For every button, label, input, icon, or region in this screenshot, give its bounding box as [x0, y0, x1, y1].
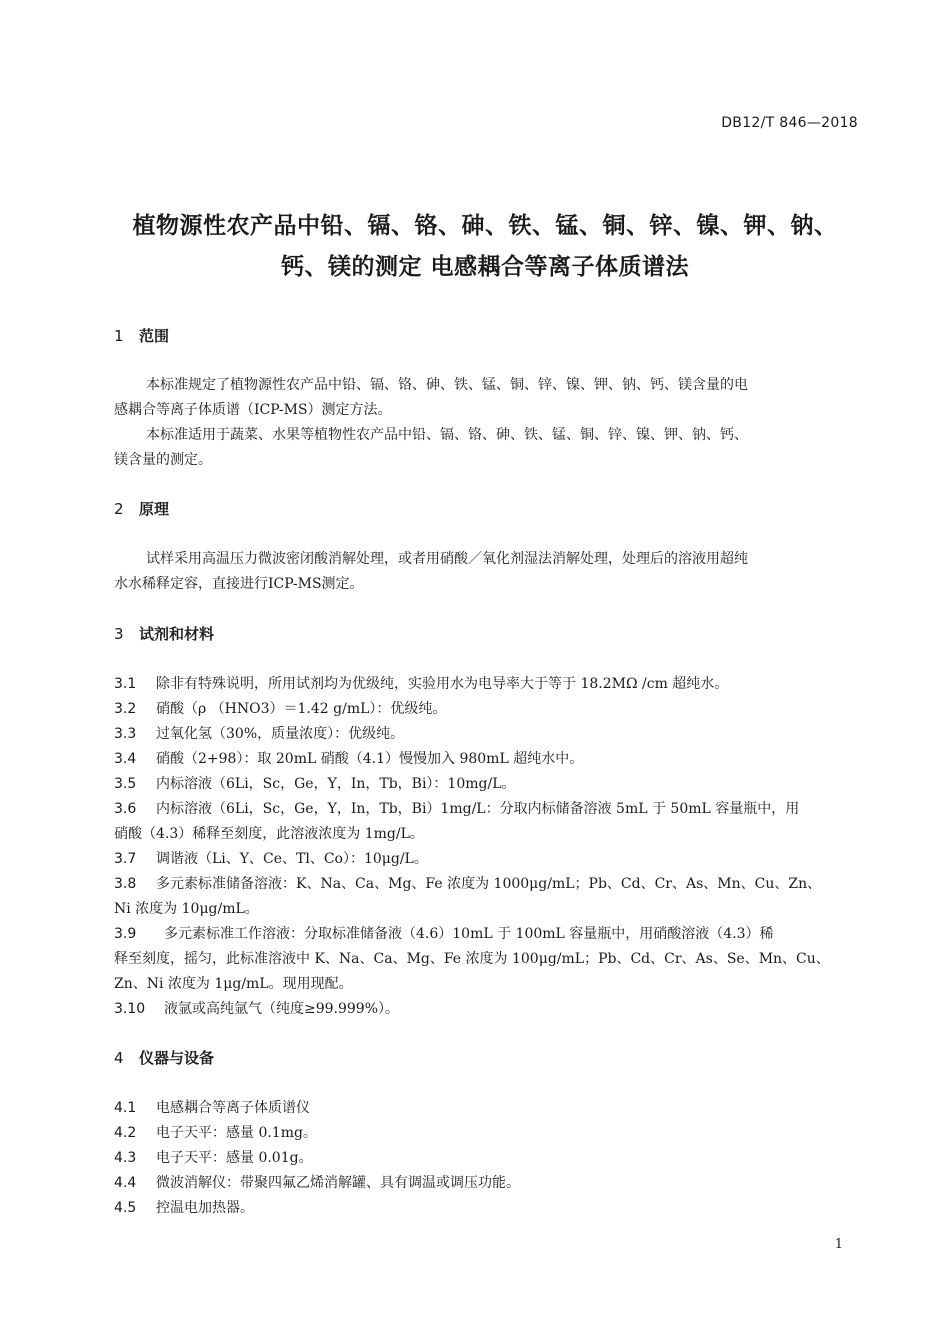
section-number: 2: [114, 500, 124, 518]
paragraph-line: 试样采用高温压力微波密闭酸消解处理，或者用硝酸／氧化剂湿法消解处理，处理后的溶液用超纯: [146, 551, 748, 567]
section-number: 4: [114, 1049, 124, 1067]
page-number: 1: [834, 1237, 843, 1252]
document-title-line-1: 植物源性农产品中铅、镉、铬、砷、铁、锰、铜、锌、镍、钾、钠、: [132, 213, 838, 239]
clause-number: 4.5: [114, 1200, 137, 1216]
section-title: 仪器与设备: [139, 1049, 215, 1067]
clause-3-10: [114, 998, 860, 1018]
clause-text: 液氩或高纯氩气（纯度≥99.999%）。: [164, 1001, 400, 1017]
clause-number: 3.9: [114, 926, 137, 942]
document-code: DB12/T 846—2018: [721, 115, 858, 131]
paragraph-line: 本标准适用于蔬菜、水果等植物性农产品中铅、镉、铬、砷、铁、锰、铜、锌、镍、钾、钠、钙、: [146, 427, 748, 443]
clause-3-5: [114, 773, 860, 793]
section-heading-instruments: [114, 1047, 214, 1068]
clause-number: 4.4: [114, 1175, 137, 1191]
clause-text: 微波消解仪：带聚四氟乙烯消解罐、具有调温或调压功能。: [156, 1175, 520, 1191]
section-heading-reagents: [114, 623, 214, 644]
clause-text: 电子天平：感量 0.01g。: [156, 1150, 313, 1166]
clause-4-3: [114, 1147, 860, 1167]
clause-number: 3.2: [114, 701, 137, 717]
clause-text: 调谐液（Li、Y、Ce、Tl、Co）：10μg/L。: [156, 851, 428, 867]
clause-3-9: [114, 923, 860, 943]
clause-text: 除非有特殊说明，所用试剂均为优级纯，实验用水为电导率大于等于 18.2MΩ /cm 超纯水。: [156, 676, 729, 692]
clause-3-6: [114, 798, 860, 818]
clause-text: 内标溶液（6Li，Sc，Ge，Y，In，Tb，Bi）：10mg/L。: [156, 776, 516, 792]
clause-text: 多元素标准储备溶液：K、Na、Ca、Mg、Fe 浓度为 1000μg/mL；Pb、Cd、Cr、As、Mn、Cu、Zn、: [156, 876, 822, 892]
clause-text: 电子天平：感量 0.1mg。: [156, 1125, 317, 1141]
clause-number: 3.4: [114, 751, 137, 767]
clause-number: 4.2: [114, 1125, 137, 1141]
section-heading-scope: [114, 325, 169, 346]
clause-number: 4.1: [114, 1100, 137, 1116]
section-number: 1: [114, 327, 124, 345]
paragraph-line: 本标准规定了植物源性农产品中铅、镉、铬、砷、铁、锰、铜、锌、镍、钾、钠、钙、镁含量的电: [146, 377, 748, 393]
clause-number: 3.3: [114, 726, 137, 742]
document-title-line-2: 钙、镁的测定 电感耦合等离子体质谱法: [280, 254, 689, 280]
clause-3-1: [114, 673, 860, 693]
clause-text: 硝酸（ρ （HNO3）＝1.42 g/mL）：优级纯。: [156, 701, 447, 717]
clause-3-6-continuation: 硝酸（4.3）稀释至刻度，此溶液浓度为 1mg/L。: [114, 826, 424, 842]
clause-text: 过氧化氢（30%，质量浓度）：优级纯。: [156, 726, 405, 742]
section-title: 试剂和材料: [139, 625, 215, 643]
clause-4-5: [114, 1197, 860, 1217]
clause-text: 多元素标准工作溶液：分取标准储备液（4.6）10mL 于 100mL 容量瓶中，用硝酸溶液（4.3）稀: [164, 926, 774, 942]
clause-number: 3.8: [114, 876, 137, 892]
paragraph-line: 感耦合等离子体质谱（ICP-MS）测定方法。: [114, 402, 392, 418]
clause-number: 3.5: [114, 776, 137, 792]
clause-text: 电感耦合等离子体质谱仪: [156, 1100, 310, 1116]
clause-number: 3.1: [114, 676, 137, 692]
section-heading-principle: [114, 498, 169, 519]
section-title: 原理: [139, 500, 170, 518]
clause-4-1: [114, 1097, 860, 1117]
clause-3-3: [114, 723, 860, 743]
clause-text: 控温电加热器。: [156, 1200, 254, 1216]
section-number: 3: [114, 625, 124, 643]
clause-4-4: [114, 1172, 860, 1192]
clause-3-7: [114, 848, 860, 868]
clause-3-9-continuation: Zn、Ni 浓度为 1μg/mL。现用现配。: [114, 976, 353, 992]
clause-3-9-continuation: 释至刻度，摇匀，此标准溶液中 K、Na、Ca、Mg、Fe 浓度为 100μg/mL；Pb、Cd、Cr、As、Se、Mn、Cu、: [114, 951, 830, 967]
clause-number: 3.6: [114, 801, 137, 817]
clause-number: 3.10: [114, 1001, 146, 1017]
clause-text: 硝酸（2+98）：取 20mL 硝酸（4.1）慢慢加入 980mL 超纯水中。: [156, 751, 584, 767]
clause-number: 3.7: [114, 851, 137, 867]
clause-number: 4.3: [114, 1150, 137, 1166]
clause-text: 内标溶液（6Li，Sc，Ge，Y，In，Tb，Bi）1mg/L：分取内标储备溶液 5mL 于 50mL 容量瓶中，用: [156, 801, 800, 817]
section-title: 范围: [139, 327, 170, 345]
paragraph-line: 水水稀释定容，直接进行ICP-MS测定。: [114, 576, 364, 592]
clause-3-2: [114, 698, 860, 718]
paragraph-line: 镁含量的测定。: [114, 452, 212, 468]
clause-3-8: [114, 873, 860, 893]
clause-4-2: [114, 1122, 860, 1142]
clause-3-4: [114, 748, 860, 768]
clause-3-8-continuation: Ni 浓度为 10μg/mL。: [114, 901, 259, 917]
